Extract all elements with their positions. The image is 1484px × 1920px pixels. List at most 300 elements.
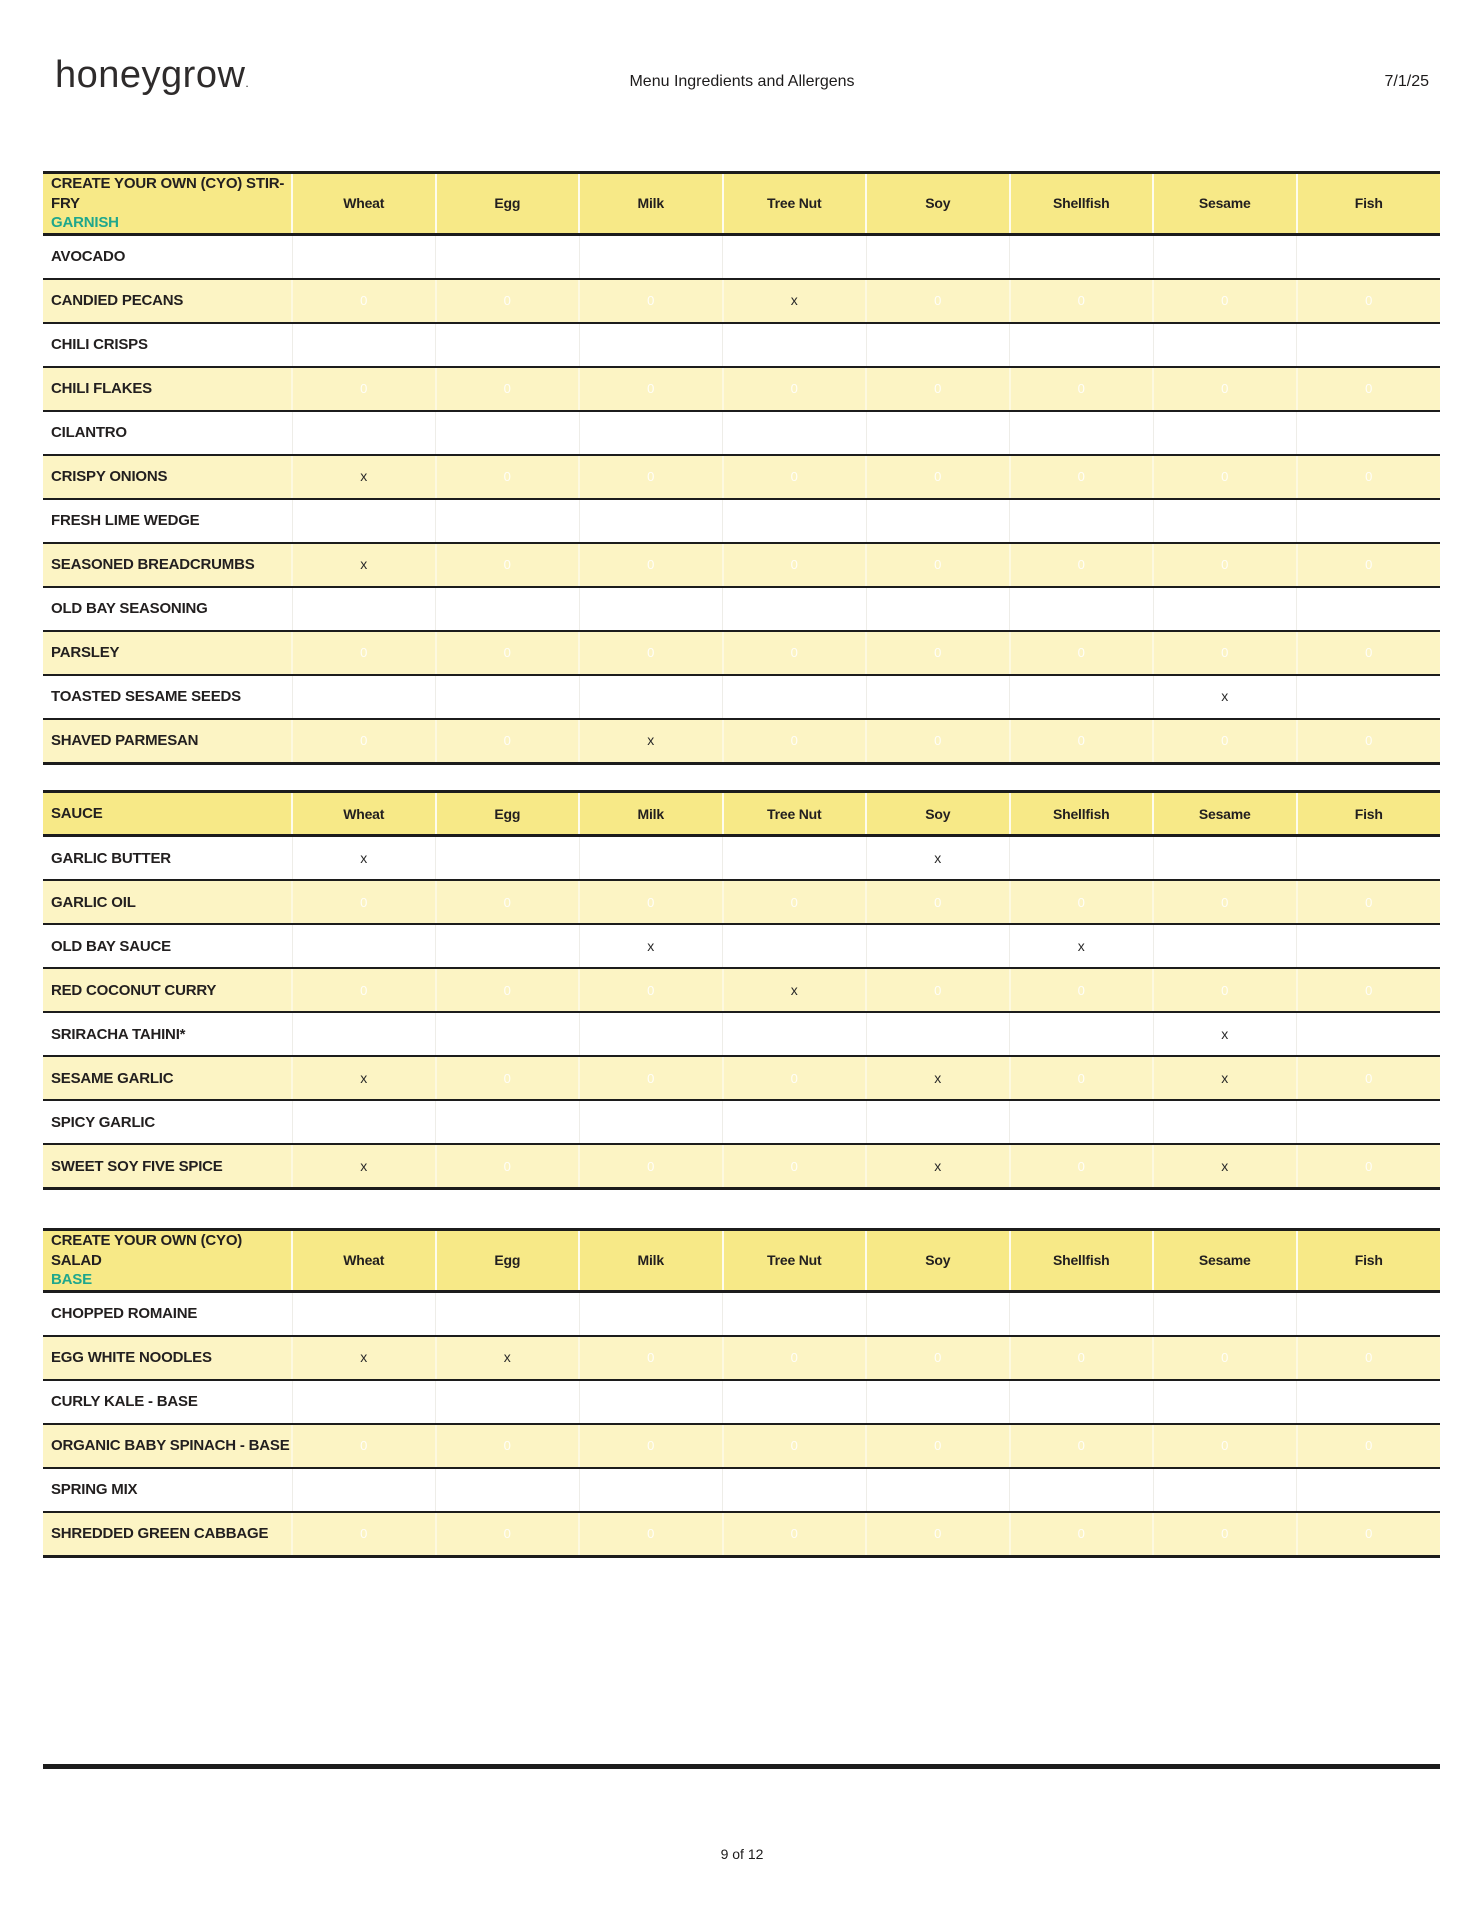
empty-mark: 0 [1077,1350,1085,1365]
empty-mark: 0 [647,645,655,660]
allergen-cell [292,543,436,587]
ingredient-cell: SHREDDED GREEN CABBAGE [43,1512,292,1557]
table-row [43,631,1440,675]
empty-mark: 0 [1221,381,1229,396]
empty-mark: 0 [1077,513,1085,528]
column-header-fish: Fish [1297,792,1441,836]
allergen-cell [723,880,867,924]
table-row [43,323,1440,367]
allergen-cell [866,968,1010,1012]
column-header-egg: Egg [436,173,580,235]
empty-mark: 0 [934,425,942,440]
empty-mark: 0 [1077,733,1085,748]
header-row [43,792,1440,836]
allergen-cell [579,1380,723,1424]
allergen-cell [436,587,580,631]
ingredient-cell: AVOCADO [43,234,292,279]
empty-mark: 0 [503,982,511,998]
table-row [43,675,1440,719]
empty-mark: 0 [934,1482,942,1497]
empty-mark: 0 [790,557,798,572]
empty-mark: 0 [790,425,798,440]
allergen-cell [723,1512,867,1557]
allergen-cell [1010,587,1154,631]
empty-mark: 0 [1221,645,1229,660]
table-row [43,719,1440,764]
empty-mark: 0 [503,601,511,616]
allergen-cell [436,675,580,719]
empty-mark: 0 [647,1158,655,1174]
empty-mark: 0 [503,850,511,866]
empty-mark: 0 [790,249,798,264]
column-header-shellfish: Shellfish [1010,173,1154,235]
document-title: Menu Ingredients and Allergens [629,73,855,90]
empty-mark: 0 [1221,557,1229,572]
empty-mark: 0 [1221,938,1229,954]
allergen-cell [1297,880,1441,924]
allergen-cell [866,543,1010,587]
allergen-cell [723,455,867,499]
empty-mark: 0 [503,381,511,396]
allergen-cell [1297,234,1441,279]
allergen-cell [866,279,1010,323]
allergen-cell [1153,543,1297,587]
empty-mark: 0 [1364,249,1373,264]
empty-mark: 0 [647,381,655,396]
column-header-wheat: Wheat [292,173,436,235]
ingredient-cell: CHILI FLAKES [43,367,292,411]
empty-mark: 0 [503,689,511,704]
table-row [43,880,1440,924]
empty-mark: 0 [1077,293,1085,308]
table-row [43,836,1440,881]
empty-mark: 0 [503,513,511,528]
empty-mark: 0 [1221,513,1229,528]
allergen-cell [866,411,1010,455]
allergen-mark: x [360,556,368,572]
empty-mark: 0 [934,733,942,748]
empty-mark: 0 [1077,1438,1085,1453]
allergen-cell [1010,1144,1154,1189]
empty-mark: 0 [1364,850,1373,866]
column-header-soy: Soy [866,173,1010,235]
empty-mark: 0 [1364,1482,1373,1497]
empty-mark: 0 [647,249,655,264]
allergen-cell [866,1144,1010,1189]
empty-mark: 0 [503,1482,511,1497]
empty-mark: 0 [1364,337,1373,352]
allergen-cell [723,836,867,881]
allergen-cell [1297,1336,1441,1380]
empty-mark: 0 [1365,733,1373,748]
allergen-cell [1297,1012,1441,1056]
allergen-cell [1153,234,1297,279]
empty-mark: 0 [1364,1394,1373,1409]
empty-mark: 0 [934,469,942,484]
ingredient-cell: SPRING MIX [43,1468,292,1512]
empty-mark: 0 [1077,850,1085,866]
allergen-cell [1153,675,1297,719]
allergen-cell [436,411,580,455]
logo-mark: . [245,76,250,90]
empty-mark: 0 [934,1114,942,1130]
empty-mark: 0 [790,1438,798,1453]
allergen-cell [866,234,1010,279]
allergen-cell [579,1100,723,1144]
allergen-cell [866,1336,1010,1380]
allergen-cell [1153,1056,1297,1100]
allergen-cell [723,1144,867,1189]
column-header-shellfish: Shellfish [1010,1230,1154,1292]
empty-mark: 0 [934,601,942,616]
empty-mark: 0 [1221,425,1229,440]
allergen-cell [866,1291,1010,1336]
table-row [43,1144,1440,1189]
table-row [43,1056,1440,1100]
table-title: SAUCE [51,804,103,822]
empty-mark: 0 [934,381,942,396]
empty-mark: 0 [1365,557,1373,572]
allergen-cell [1153,1336,1297,1380]
allergen-cell [436,279,580,323]
allergen-cell [866,1100,1010,1144]
allergen-cell [292,675,436,719]
empty-mark: 0 [503,469,511,484]
allergen-cell [292,968,436,1012]
allergen-cell [436,1512,580,1557]
table-subtitle: GARNISH [51,214,119,231]
allergen-mark: x [360,849,368,866]
empty-mark: 0 [360,1438,368,1453]
allergen-cell [723,1424,867,1468]
allergen-cell [866,587,1010,631]
allergen-cell [436,924,580,968]
empty-mark: 0 [647,425,655,440]
allergen-cell [1010,1424,1154,1468]
column-header-sesame: Sesame [1153,173,1297,235]
empty-mark: 0 [1077,1306,1085,1321]
empty-mark: 0 [934,293,942,308]
allergen-cell [579,719,723,764]
allergen-cell [723,1291,867,1336]
empty-mark: 0 [1365,1438,1373,1453]
table-row [43,499,1440,543]
empty-mark: 0 [647,1526,655,1541]
empty-mark: 0 [647,1026,655,1042]
table-row [43,411,1440,455]
allergen-cell [723,1100,867,1144]
empty-mark: 0 [1077,1394,1085,1409]
allergen-cell [436,719,580,764]
allergen-cell [436,543,580,587]
empty-mark: 0 [1077,894,1085,910]
allergen-cell [1010,631,1154,675]
allergen-mark: x [934,849,942,866]
empty-mark: 0 [503,894,511,910]
allergen-cell [1153,279,1297,323]
empty-mark: 0 [790,1482,798,1497]
empty-mark: 0 [647,850,655,866]
allergen-cell [292,455,436,499]
allergen-cell [1297,1144,1441,1189]
empty-mark: 0 [790,1306,798,1321]
empty-mark: 0 [934,249,942,264]
empty-mark: 0 [790,689,798,704]
allergen-cell [292,1144,436,1189]
table-row [43,367,1440,411]
empty-mark: 0 [1077,1070,1085,1086]
allergen-cell [579,1144,723,1189]
empty-mark: 0 [1077,557,1085,572]
column-header-tree-nut: Tree Nut [723,1230,867,1292]
allergen-cell [1010,675,1154,719]
bottom-rule [43,1764,1440,1769]
empty-mark: 0 [1364,1114,1373,1130]
empty-mark: 0 [790,894,798,910]
ingredient-cell: SHAVED PARMESAN [43,719,292,764]
allergen-cell [723,279,867,323]
table-row [43,1380,1440,1424]
table-row [43,968,1440,1012]
empty-mark: 0 [1221,337,1229,352]
empty-mark: 0 [1077,469,1085,484]
allergen-cell [579,455,723,499]
allergen-cell [579,1291,723,1336]
allergen-cell [1297,675,1441,719]
empty-mark: 0 [790,1158,798,1174]
allergen-cell [1010,1100,1154,1144]
allergen-cell [1297,1100,1441,1144]
allergen-cell [1010,968,1154,1012]
allergen-cell [436,836,580,881]
allergen-cell [579,1056,723,1100]
column-header-tree-nut: Tree Nut [723,792,867,836]
allergen-cell [1010,1380,1154,1424]
empty-mark: 0 [360,1114,368,1130]
empty-mark: 0 [934,938,942,954]
allergen-cell [866,499,1010,543]
allergen-cell [723,1380,867,1424]
ingredient-cell: CHOPPED ROMAINE [43,1291,292,1336]
empty-mark: 0 [934,982,942,998]
allergen-cell [1010,924,1154,968]
table-row [43,1336,1440,1380]
allergen-cell [436,1056,580,1100]
empty-mark: 0 [934,1026,942,1042]
allergen-cell [1297,543,1441,587]
allergen-mark: x [360,468,368,484]
allergen-cell [723,1056,867,1100]
allergen-cell [292,719,436,764]
allergen-cell [723,1468,867,1512]
allergen-mark: x [647,732,655,748]
empty-mark: 0 [647,293,655,308]
empty-mark: 0 [360,689,368,704]
allergen-mark: x [360,1157,368,1174]
allergen-cell [723,968,867,1012]
ingredient-cell: TOASTED SESAME SEEDS [43,675,292,719]
allergen-cell [436,455,580,499]
empty-mark: 0 [790,1394,798,1409]
empty-mark: 0 [503,1306,511,1321]
empty-mark: 0 [1077,337,1085,352]
empty-mark: 0 [1221,1482,1229,1497]
empty-mark: 0 [790,469,798,484]
allergen-cell [1153,719,1297,764]
allergen-cell [1297,499,1441,543]
ingredient-cell: OLD BAY SEASONING [43,587,292,631]
empty-mark: 0 [1221,850,1229,866]
ingredient-cell: CURLY KALE - BASE [43,1380,292,1424]
allergen-mark: x [647,937,655,954]
allergen-cell [579,1012,723,1056]
allergen-cell [1297,631,1441,675]
allergen-cell [723,924,867,968]
table-row [43,1424,1440,1468]
empty-mark: 0 [790,1026,798,1042]
empty-mark: 0 [1365,1158,1373,1174]
allergen-cell [1297,1512,1441,1557]
page-number: 9 of 12 [720,1846,764,1862]
allergen-cell [1297,587,1441,631]
allergen-cell [292,367,436,411]
allergen-mark: x [934,1157,942,1174]
allergen-cell [579,880,723,924]
allergen-cell [1010,1056,1154,1100]
allergen-mark: x [1221,688,1229,704]
allergen-cell [1153,499,1297,543]
allergen-cell [723,675,867,719]
empty-mark: 0 [934,1438,942,1453]
empty-mark: 0 [934,689,942,704]
empty-mark: 0 [647,337,655,352]
empty-mark: 0 [790,1070,798,1086]
empty-mark: 0 [1221,1438,1229,1453]
allergen-cell [1153,1468,1297,1512]
column-header-shellfish: Shellfish [1010,792,1154,836]
empty-mark: 0 [647,1070,655,1086]
table-title-cell [43,173,292,235]
allergen-cell [866,924,1010,968]
allergen-cell [1010,1012,1154,1056]
ingredient-cell: CHILI CRISPS [43,323,292,367]
allergen-mark: x [1221,1025,1229,1042]
allergen-cell [1010,455,1154,499]
empty-mark: 0 [503,938,511,954]
allergen-cell [436,1380,580,1424]
allergen-cell [436,1424,580,1468]
empty-mark: 0 [790,601,798,616]
ingredient-cell: SWEET SOY FIVE SPICE [43,1144,292,1189]
allergen-cell [1010,543,1154,587]
empty-mark: 0 [1077,1026,1085,1042]
allergen-cell [1010,836,1154,881]
allergen-cell [866,367,1010,411]
allergen-cell [1153,836,1297,881]
empty-mark: 0 [503,337,511,352]
empty-mark: 0 [360,337,368,352]
empty-mark: 0 [1221,1526,1229,1541]
allergen-cell [436,1336,580,1380]
empty-mark: 0 [360,425,368,440]
allergen-cell [723,367,867,411]
allergen-cell [1153,880,1297,924]
empty-mark: 0 [360,1306,368,1321]
allergen-cell [292,1012,436,1056]
allergen-cell [436,1100,580,1144]
allergen-cell [1153,411,1297,455]
allergen-mark: x [790,292,798,308]
allergen-cell [579,411,723,455]
empty-mark: 0 [790,381,798,396]
allergen-cell [1297,323,1441,367]
allergen-cell [579,1424,723,1468]
empty-mark: 0 [934,1350,942,1365]
empty-mark: 0 [1221,1394,1229,1409]
allergen-cell [1153,968,1297,1012]
allergen-cell [866,1424,1010,1468]
empty-mark: 0 [1221,249,1229,264]
allergen-cell [866,323,1010,367]
empty-mark: 0 [934,513,942,528]
allergen-cell [866,1468,1010,1512]
allergen-cell [866,836,1010,881]
allergen-mark: x [1221,1157,1229,1174]
column-header-soy: Soy [866,792,1010,836]
allergen-cell [292,1291,436,1336]
allergen-cell [436,367,580,411]
empty-mark: 0 [1364,689,1373,704]
header-row [43,173,1440,235]
empty-mark: 0 [360,293,368,308]
column-header-tree-nut: Tree Nut [723,173,867,235]
ingredient-cell: CANDIED PECANS [43,279,292,323]
table-sauce [43,790,1440,1190]
empty-mark: 0 [360,1394,368,1409]
allergen-cell [579,968,723,1012]
allergen-cell [579,1336,723,1380]
empty-mark: 0 [934,1306,942,1321]
empty-mark: 0 [647,469,655,484]
empty-mark: 0 [934,645,942,660]
allergen-cell [579,675,723,719]
allergen-cell [436,323,580,367]
empty-mark: 0 [1365,982,1373,998]
allergen-cell [1153,1012,1297,1056]
allergen-cell [436,499,580,543]
empty-mark: 0 [1077,1158,1085,1174]
allergen-cell [292,411,436,455]
table-row [43,234,1440,279]
empty-mark: 0 [790,1114,798,1130]
empty-mark: 0 [1365,469,1373,484]
allergen-cell [292,279,436,323]
allergen-cell [436,968,580,1012]
table-row [43,1512,1440,1557]
empty-mark: 0 [790,645,798,660]
allergen-cell [1297,1291,1441,1336]
empty-mark: 0 [647,557,655,572]
empty-mark: 0 [790,1526,798,1541]
allergen-cell [292,880,436,924]
empty-mark: 0 [1077,381,1085,396]
empty-mark: 0 [360,1482,368,1497]
empty-mark: 0 [934,894,942,910]
empty-mark: 0 [503,1114,511,1130]
table-row [43,1291,1440,1336]
allergen-cell [723,1012,867,1056]
empty-mark: 0 [360,601,368,616]
